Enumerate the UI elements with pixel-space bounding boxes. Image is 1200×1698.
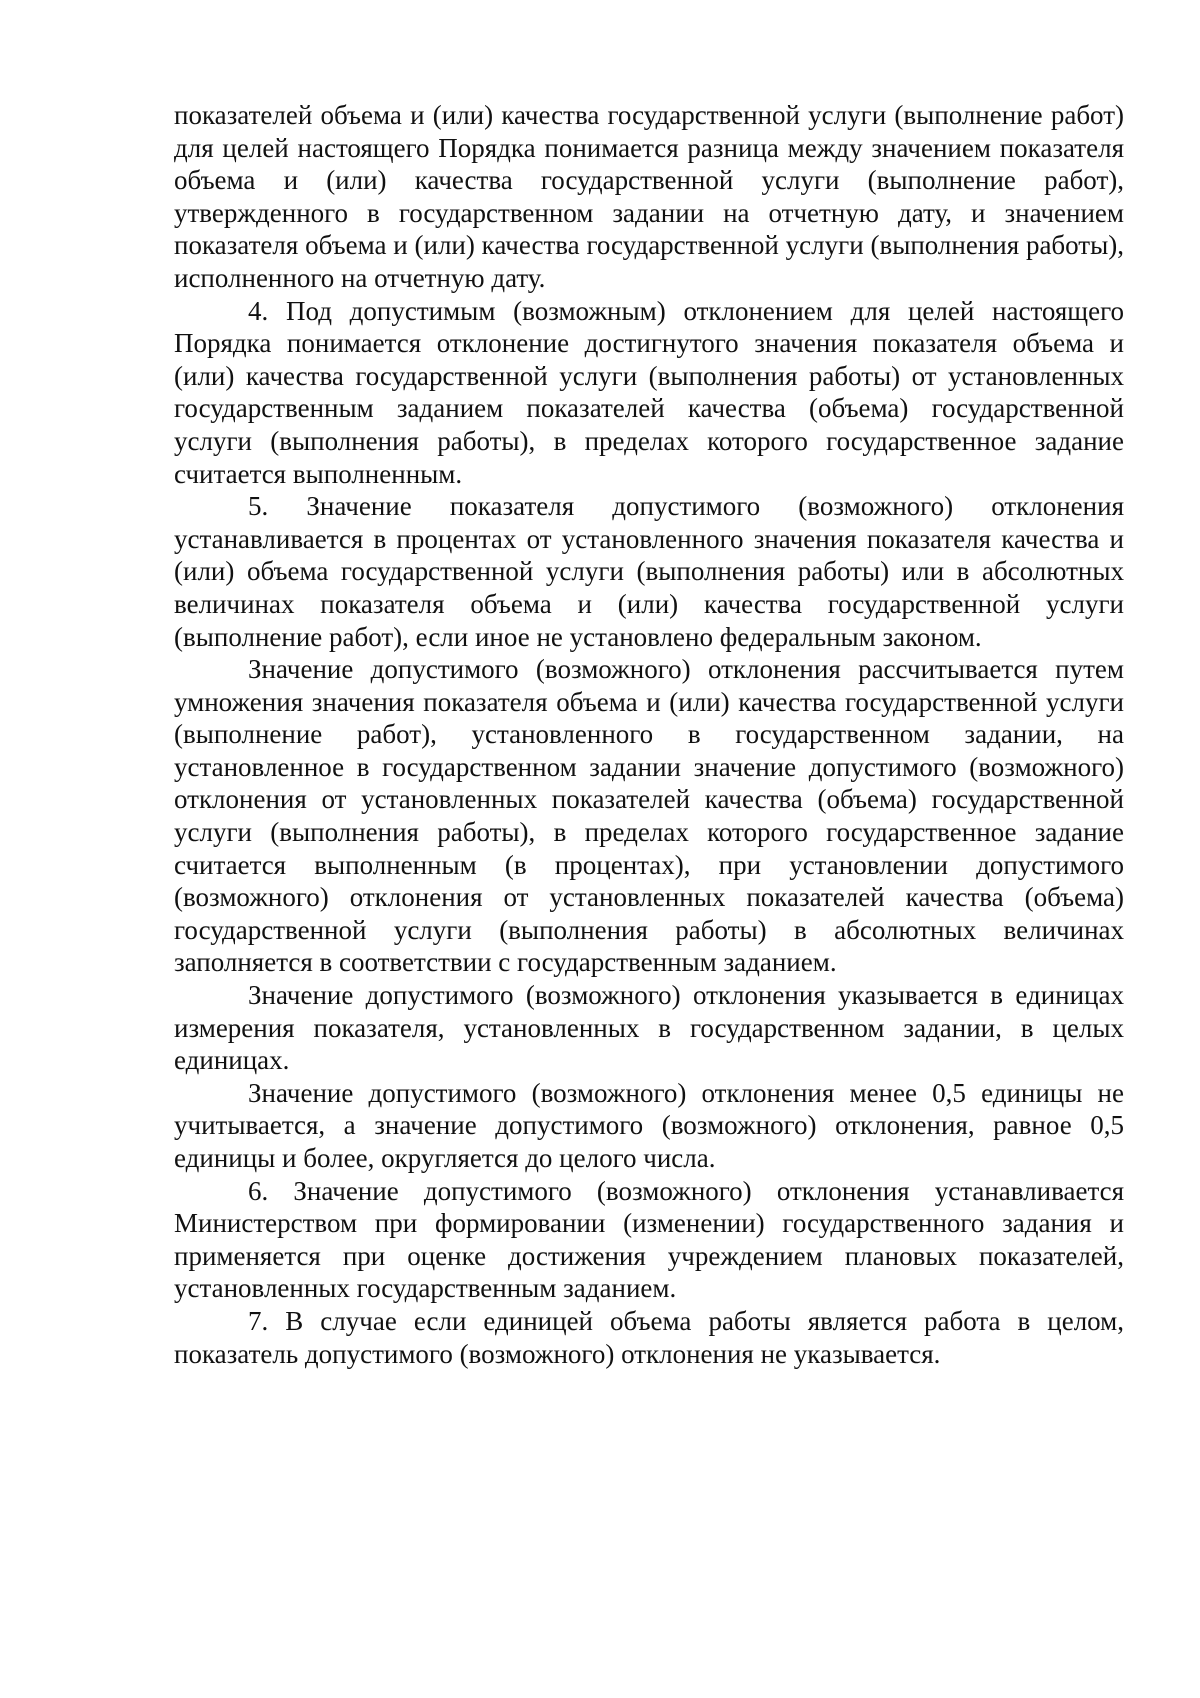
paragraph-item-7: 7. В случае если единицей объема работы является работа в целом, показатель допустимого (возможного) отклонения не указывается. (174, 1305, 1124, 1369)
paragraph-item-4: 4. Под допустимым (возможным) отклонением для целей настоящего Порядка понимается отклонение достигнутого значения показателя объема и (или) качества государственной услуги (выполнения работы) от установленных государственным заданием показателей качества (объема) государственной услуги (выполнения работы), в пределах которого государственное задание считается выполненным. (174, 295, 1124, 489)
paragraph-units: Значение допустимого (возможного) отклонения указывается в единицах измерения показателя, установленных в государственном задании, в целых единицах. (174, 980, 1124, 1076)
paragraph-calculation: Значение допустимого (возможного) отклонения рассчитывается путем умножения значения показателя объема и (или) качества государственной услуги (выполнение работ), установленного в государственном задании, на установленное в государственном задании значение допустимого (возможного) отклонения от установленных показателей качества (объема) государственной услуги (выполнения работы), в пределах которого государственное задание считается выполненным (в процентах), при установлении допустимого (возможного) отклонения от установленных показателей качества (объема) государственной услуги (выполнения работы) в абсолютных величинах заполняется в соответствии с государственным заданием. (174, 654, 1124, 978)
paragraph-rounding: Значение допустимого (возможного) отклонения менее 0,5 единицы не учитывается, а значение допустимого (возможного) отклонения, равное 0,5 единицы и более, округляется до целого числа. (174, 1077, 1124, 1173)
document-page (174, 99, 1124, 1370)
paragraph-continuation: показателей объема и (или) качества государственной услуги (выполнение работ) для целей настоящего Порядка понимается разница между значением показателя объема и (или) качества государственной услуги (выполнение работ), утвержденного в государственном задании на отчетную дату, и значением показателя объема и (или) качества государственной услуги (выполнения работы), исполненного на отчетную дату. (174, 100, 1124, 293)
paragraph-item-5: 5. Значение показателя допустимого (возможного) отклонения устанавливается в процентах от установленного значения показателя качества и (или) объема государственной услуги (выполнения работы) или в абсолютных величинах показателя объема и (или) качества государственной услуги (выполнение работ), если иное не установлено федеральным законом. (174, 491, 1124, 652)
paragraph-item-6: 6. Значение допустимого (возможного) отклонения устанавливается Министерством при формировании (изменении) государственного задания и применяется при оценке достижения учреждением плановых показателей, установленных государственным заданием. (174, 1175, 1124, 1304)
